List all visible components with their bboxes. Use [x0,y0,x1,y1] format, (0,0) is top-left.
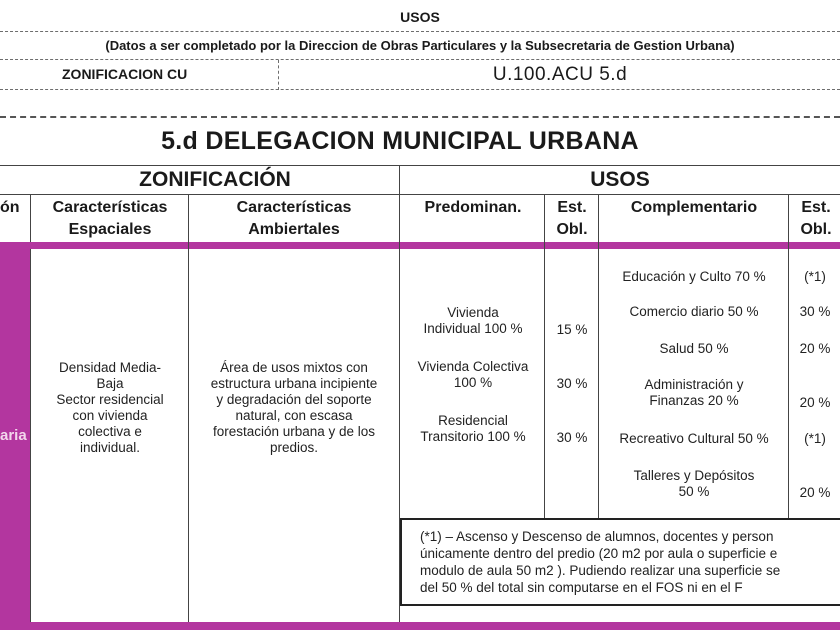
complementario-line: Finanzas 20 % [649,393,739,408]
predominan-line: Residencial [438,413,508,428]
complementario-item: Recreativo Cultural 50 % [619,431,769,446]
predominan-item [402,305,544,337]
complementario-est: 20 % [799,485,831,500]
complementario-est: 30 % [799,304,831,319]
col-rule-6 [788,194,789,518]
complementario-est: 20 % [799,395,831,410]
ambiertales-line: Área de usos mixtos con [220,360,368,375]
left-category-label: aria [0,427,27,444]
col-rule-2 [188,194,189,622]
predominan-item [402,359,544,391]
complementario-line: Talleres y Depósitos [633,468,755,483]
col-header-est-obl [546,197,598,241]
ambiertales-line: forestación urbana y de los [212,424,376,439]
espaciales-line: colectiva e [78,424,142,439]
group-header-rule [0,194,840,195]
col-rule-1b [30,249,31,622]
col-header-espaciales-l1: Características [52,199,168,216]
complementario-est: 20 % [799,341,831,356]
predominan-line: Vivienda [447,305,499,320]
col-header-est2-l2: Obl. [800,221,832,238]
ambiertales-cell [190,360,398,456]
col-header-est-l2: Obl. [556,221,588,238]
form-row-subtitle [0,32,840,60]
zoning-table [0,165,840,630]
footnote-line: del 50 % del total sin computarse en el FOS ni en el F [420,580,743,595]
predominan-est: 15 % [556,322,588,337]
page-title: 5.d DELEGACION MUNICIPAL URBANA [161,127,639,155]
col-header-ambiertales-l2: Ambiertales [248,221,340,238]
zonificacion-value: U.100.ACU 5.d [492,64,628,85]
complementario-est: (*1) [804,431,826,446]
footnote-line: (*1) – Ascenso y Descenso de alumnos, docentes y person [420,529,774,544]
col-rule-4 [544,194,545,518]
form-row-zonificacion [0,60,840,90]
col-header-espaciales-l2: Espaciales [68,221,152,238]
predominan-est: 30 % [556,430,588,445]
predominan-line: Transitorio 100 % [420,429,526,444]
complementario-item [600,468,788,500]
form-subtitle: (Datos a ser completado por la Direccion de Obras Particulares y la Subsecretaria de Gestion Urbana) [105,38,735,53]
header-separator-band [0,242,840,249]
form-row-blank [0,90,840,118]
complementario-line: Administración y [644,377,744,392]
espaciales-line: Densidad Media- [58,360,162,375]
footnote-line: modulo de aula 50 m2 ). Pudiendo realizar una superficie se [420,563,781,578]
espaciales-line: con vivienda [72,408,148,423]
footnote-line: únicamente dentro del predio (20 m2 por aula o superficie e [420,546,778,561]
predominan-line: Individual 100 % [423,321,523,336]
col-header-est2-l1: Est. [801,199,831,216]
usos-title: USOS [400,9,440,25]
col-header-complementario: Complementario [630,199,758,216]
group-header-usos: USOS [590,168,650,191]
espaciales-line: Baja [96,376,124,391]
col-header-ambiertales-l1: Características [236,199,352,216]
ambiertales-line: estructura urbana incipiente [210,376,378,391]
ambiertales-line: predios. [269,440,319,455]
form-row-usos [0,0,840,32]
complementario-item [600,377,788,409]
col-rule-5 [598,194,599,518]
col-rule-1 [30,194,31,242]
predominan-line: Vivienda Colectiva [417,359,529,374]
complementario-item: Salud 50 % [659,341,729,356]
predominan-line: 100 % [453,375,493,390]
col-header-est-obl-2 [790,197,840,241]
complementario-est: (*1) [804,269,826,284]
col-header-est-l1: Est. [557,199,587,216]
group-header-zonificacion: ZONIFICACIÓN [139,168,291,191]
complementario-item: Educación y Culto 70 % [622,269,766,284]
espaciales-cell [32,360,188,456]
form-band [0,0,840,118]
table-top-rule [0,165,840,166]
footnote-text [420,528,840,596]
espaciales-line: Sector residencial [56,392,164,407]
zonificacion-separator [278,60,279,90]
zonificacion-label: ZONIFICACION CU [62,66,188,82]
col-header-ambiertales [190,197,398,241]
bottom-band [0,622,840,630]
ambiertales-line: natural, con escasa [235,408,353,423]
ambiertales-line: y degradación del soporte [216,392,372,407]
predominan-est: 30 % [556,376,588,391]
complementario-line: 50 % [678,484,710,499]
predominan-item [402,413,544,445]
footnote-box [400,518,840,606]
espaciales-line: individual. [79,440,141,455]
col-header-predominan: Predominan. [424,199,522,216]
col-header-espaciales [32,197,188,241]
complementario-item: Comercio diario 50 % [629,304,759,319]
col-header-clipped: ón [0,199,20,216]
